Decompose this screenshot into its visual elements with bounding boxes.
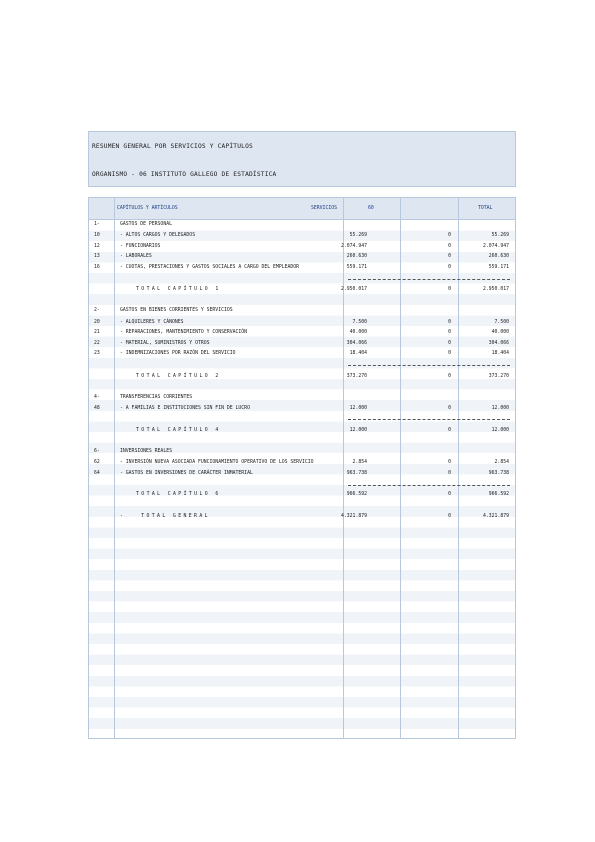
amount-total: 963.738 [488, 470, 509, 476]
chapter-row [89, 393, 515, 403]
amount-60: 0 [448, 287, 451, 292]
amount-servicio: 2.950.017 [341, 287, 367, 292]
article-name: - GASTOS EN INVERSIONES DE CARÁCTER INMATERIAL [120, 470, 253, 476]
chapter-total-label: TOTAL CAPÍTULO 2 [136, 374, 221, 379]
chapter-code: 1- [94, 222, 100, 227]
amount-servicio: 18.404 [349, 351, 367, 356]
article-name: - INVERSIÓN NUEVA ASOCIADA FUNCIONAMIENTO OPERATIVO DE LOS SERVICIO [120, 460, 314, 465]
chapter-total-row [89, 426, 515, 436]
amount-total: 12.000 [491, 406, 509, 411]
article-code: 13 [94, 254, 100, 259]
grand-total-prefix: - [120, 514, 126, 519]
header-total: TOTAL [478, 206, 493, 211]
article-name: - ALTOS CARGOS Y DELEGADOS [120, 233, 196, 238]
chapter-code: 4- [94, 395, 100, 400]
subtotal-divider [348, 279, 510, 280]
table-row [89, 469, 515, 479]
amount-total: 2.854 [494, 460, 509, 465]
amount-60: 0 [448, 514, 451, 519]
amount-60: 0 [448, 470, 451, 476]
amount-total: 2.074.947 [483, 243, 509, 249]
header-capitulos: CAPÍTULOS Y ARTÍCULOS [117, 206, 178, 211]
amount-total: 373.270 [488, 374, 509, 379]
header-60: 60 [368, 206, 374, 211]
amount-total: 966.592 [488, 492, 509, 497]
chapter-total-row [89, 490, 515, 500]
article-name: - INDEMNIZACIONES POR RAZÓN DEL SERVICIO [120, 351, 236, 356]
article-name: - MATERIAL, SUMINISTROS Y OTROS [120, 340, 210, 346]
chapter-code: 6- [94, 449, 100, 454]
chapter-row [89, 447, 515, 457]
amount-servicio: 12.000 [349, 428, 367, 433]
chapter-name: GASTOS EN BIENES CORRIENTES Y SERVICIOS [120, 308, 233, 313]
table-row [89, 328, 515, 338]
article-code: 23 [94, 351, 100, 356]
subtotal-divider [348, 365, 510, 366]
subtotal-divider [348, 485, 510, 486]
amount-servicio: 963.738 [346, 470, 367, 476]
article-name: - CUOTAS, PRESTACIONES Y GASTOS SOCIALES A CARGO DEL EMPLEADOR [120, 264, 300, 270]
article-code: 20 [94, 319, 100, 325]
amount-servicio: 7.500 [352, 319, 367, 325]
amount-servicio: 55.269 [349, 233, 367, 238]
amount-total: 260.630 [488, 254, 509, 259]
amount-60: 0 [448, 233, 451, 238]
article-name: - ALQUILERES Y CÁNONES [120, 319, 184, 325]
amount-60: 0 [448, 428, 451, 433]
amount-60: 0 [448, 340, 451, 346]
table-row [89, 231, 515, 241]
article-code: 48 [94, 406, 100, 411]
amount-servicio: 4.321.879 [341, 514, 367, 519]
amount-60: 0 [448, 264, 451, 270]
table-row [89, 263, 515, 273]
table-row [89, 242, 515, 252]
amount-60: 0 [448, 319, 451, 325]
amount-60: 0 [448, 330, 451, 335]
article-code: 21 [94, 330, 100, 335]
amount-60: 0 [448, 374, 451, 379]
header-servicios: SERVICIOS [311, 206, 337, 211]
amount-total: 7.500 [494, 319, 509, 325]
chapter-code: 2- [94, 308, 100, 313]
grand-total-text: TOTAL GENERAL [141, 514, 210, 519]
article-name: - LABORALES [120, 254, 152, 259]
amount-servicio: 304.066 [346, 340, 367, 346]
amount-60: 0 [448, 460, 451, 465]
amount-60: 0 [448, 351, 451, 356]
article-name: - FUNCIONARIOS [120, 243, 161, 249]
article-name: - A FAMILIAS E INSTITUCIONES SIN FIN DE LUCRO [120, 406, 250, 411]
organismo-label: ORGANISMO - 06 INSTITUTO GALLEGO DE ESTADÍSTICA [92, 171, 277, 178]
amount-60: 0 [448, 406, 451, 411]
amount-servicio: 2.074.947 [341, 243, 367, 249]
chapter-total-row [89, 285, 515, 295]
chapter-name: INVERSIONES REALES [120, 449, 172, 454]
article-name: - REPARACIONES, MANTENIMIENTO Y CONSERVACIÓN [120, 330, 248, 335]
amount-total: 304.066 [488, 340, 509, 346]
table-row [89, 349, 515, 359]
table-row [89, 252, 515, 262]
article-code: 62 [94, 460, 100, 465]
article-code: 16 [94, 264, 100, 270]
table-row [89, 339, 515, 349]
article-code: 22 [94, 340, 100, 346]
chapter-total-label: TOTAL CAPÍTULO 6 [136, 492, 221, 497]
amount-total: 40.000 [491, 330, 509, 335]
article-code: 12 [94, 243, 100, 249]
amount-servicio: 260.630 [346, 254, 367, 259]
amount-60: 0 [448, 243, 451, 249]
article-code: 64 [94, 470, 100, 476]
amount-total: 55.269 [491, 233, 509, 238]
amount-servicio: 966.592 [346, 492, 367, 497]
amount-servicio: 40.000 [349, 330, 367, 335]
chapter-name: TRANSFERENCIAS CORRIENTES [120, 395, 193, 400]
amount-total: 4.321.879 [483, 514, 509, 519]
amount-servicio: 559.171 [346, 264, 367, 270]
table-row [89, 318, 515, 328]
report-header [88, 131, 516, 187]
amount-servicio: 2.854 [352, 460, 367, 465]
report-title: RESUMEN GENERAL POR SERVICIOS Y CAPÍTULOS [92, 143, 253, 150]
budget-table [88, 197, 516, 739]
amount-total: 18.404 [491, 351, 509, 356]
chapter-total-row [89, 372, 515, 382]
amount-60: 0 [448, 492, 451, 497]
table-header [89, 198, 515, 220]
amount-servicio: 12.000 [349, 406, 367, 411]
chapter-total-label: TOTAL CAPÍTULO 4 [136, 428, 221, 433]
chapter-total-label: TOTAL CAPÍTULO 1 [136, 287, 221, 292]
amount-total: 12.000 [491, 428, 509, 433]
chapter-name: GASTOS DE PERSONAL [120, 222, 172, 227]
amount-total: 2.950.017 [483, 287, 509, 292]
table-row [89, 404, 515, 414]
amount-total: 559.171 [488, 264, 509, 270]
chapter-row [89, 306, 515, 316]
article-code: 10 [94, 233, 100, 238]
grand-total-row [89, 512, 515, 522]
grand-total-label [120, 512, 210, 522]
subtotal-divider [348, 419, 510, 420]
amount-60: 0 [448, 254, 451, 259]
amount-servicio: 373.270 [346, 374, 367, 379]
table-row [89, 458, 515, 468]
chapter-row [89, 220, 515, 230]
